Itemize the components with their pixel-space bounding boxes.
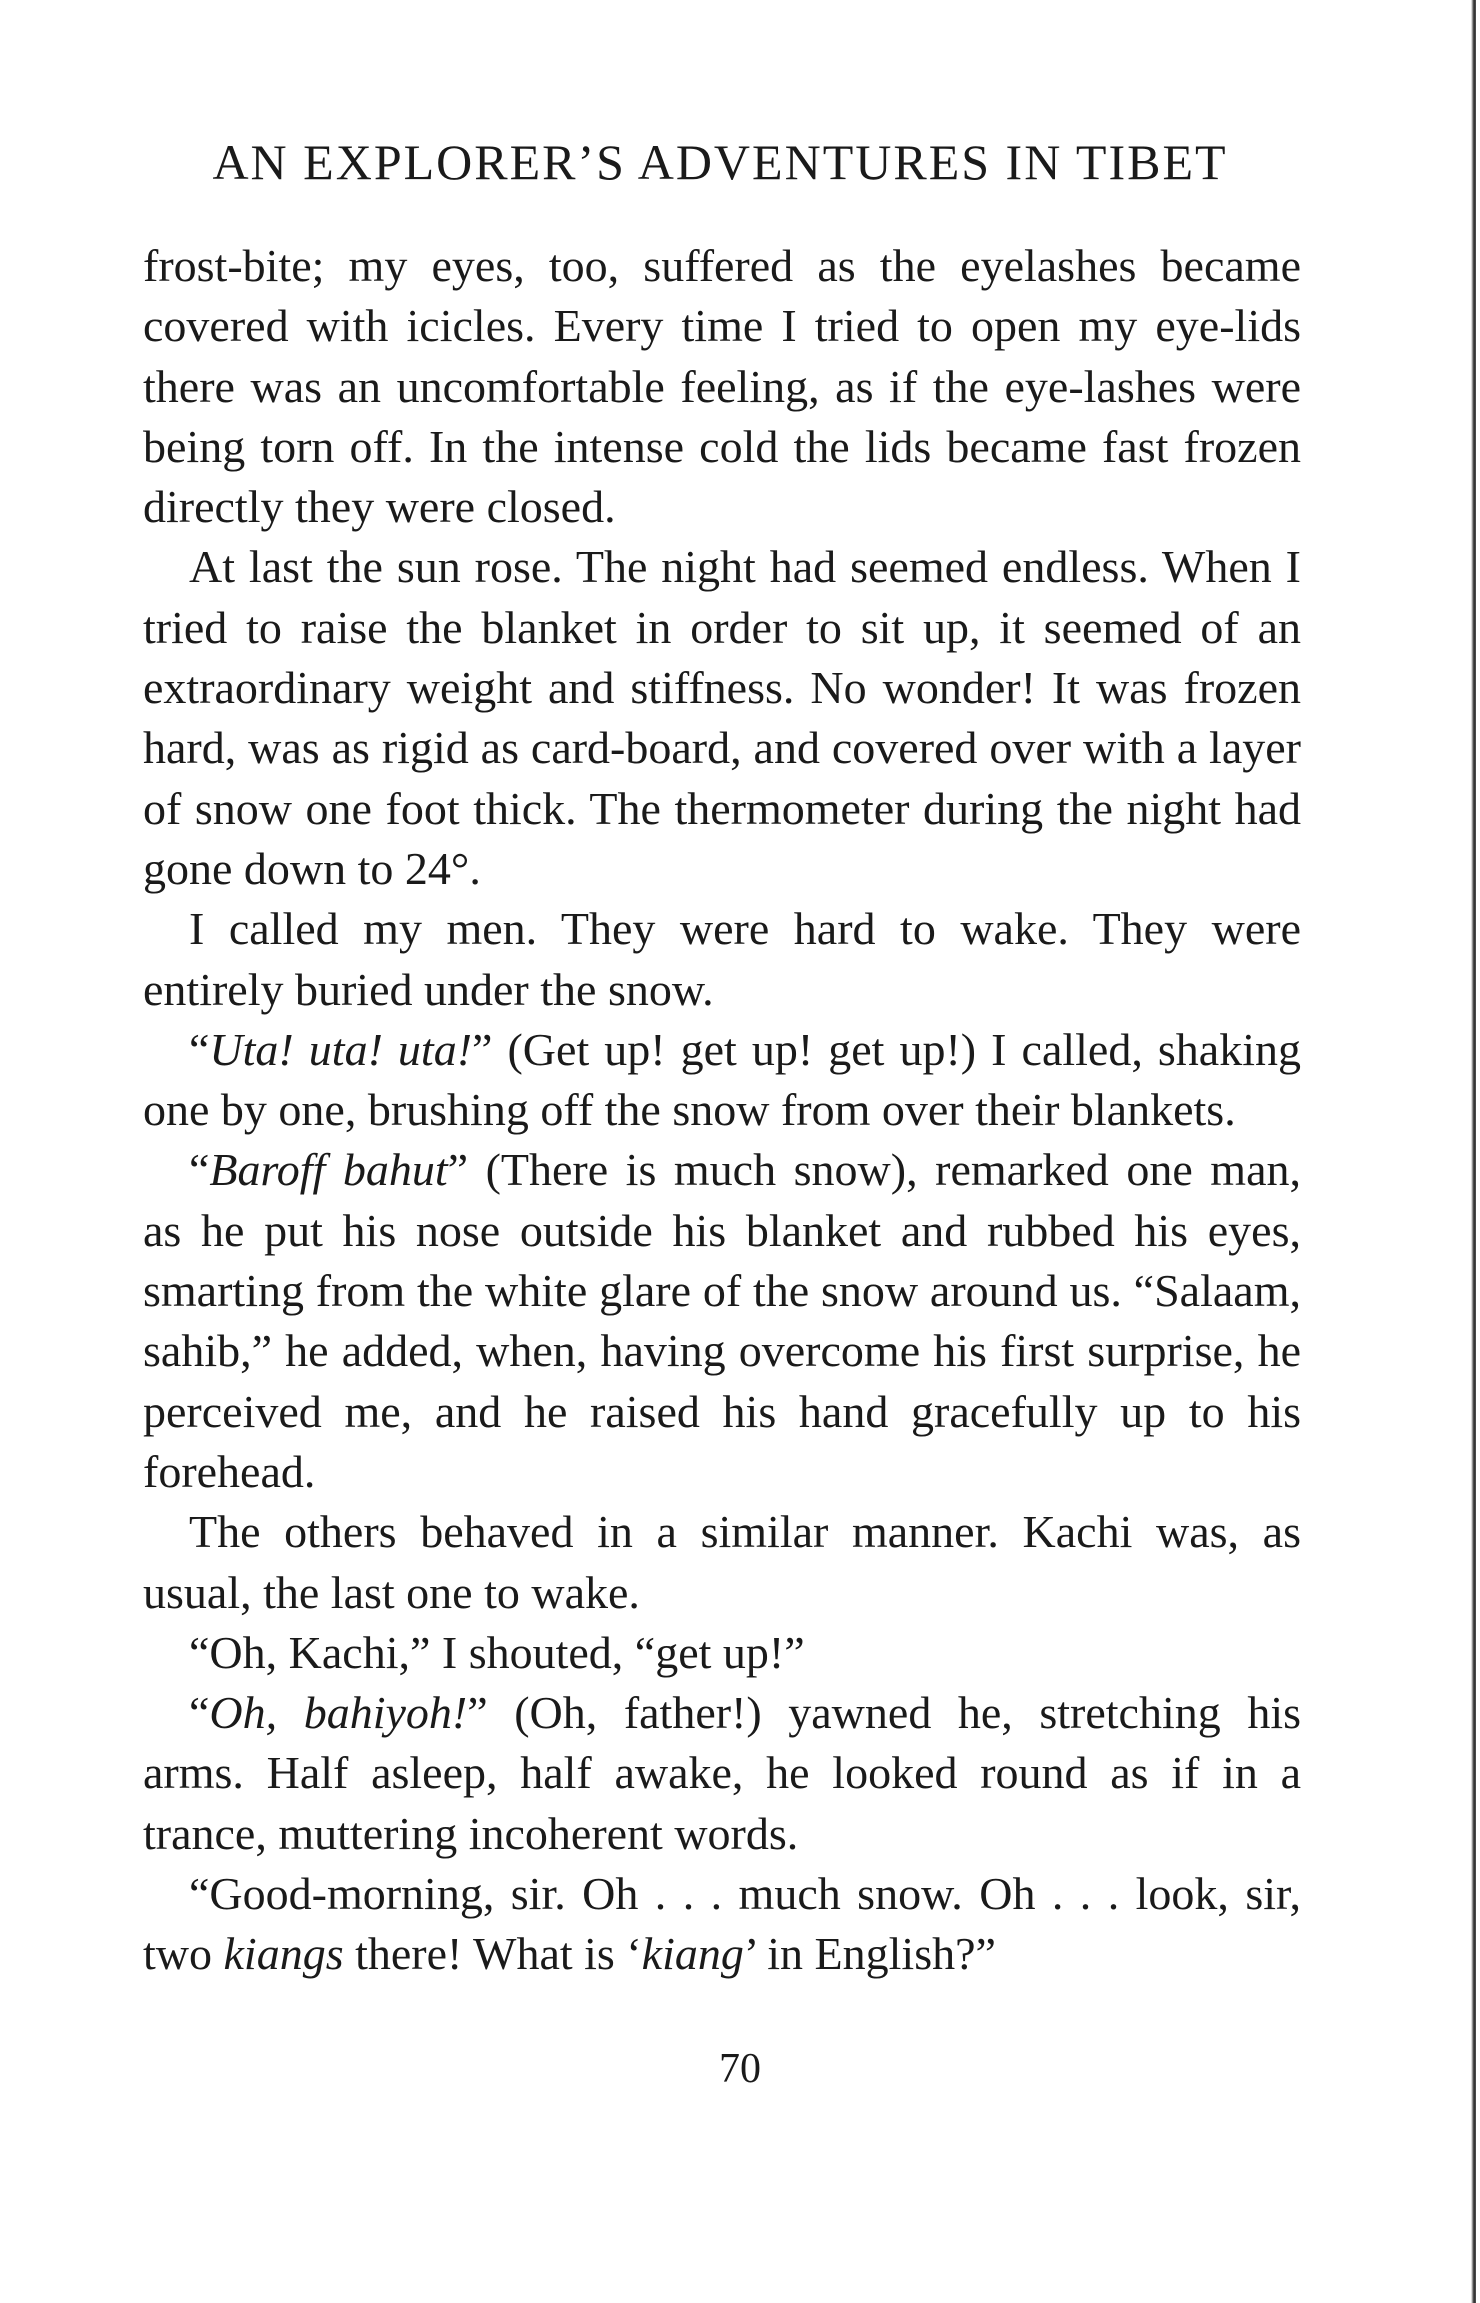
paragraph xyxy=(143,537,1301,899)
text-run: ” (There is much snow), remarked one man, as he put his nose outside his blanket and rubbed his eyes, smarting from the white glare of the snow around us. “Salaam, sahib,” he added, when, having overcome his first surprise, he perceived me, and he raised his hand gracefully up to his forehead. xyxy=(143,1144,1301,1497)
italic-phrase: Baroff bahut xyxy=(209,1144,448,1196)
paragraph xyxy=(143,1623,1301,1683)
italic-phrase: kiangs xyxy=(223,1928,344,1980)
running-head: AN EXPLORER’S ADVENTURES IN TIBET xyxy=(212,134,1228,190)
text-run: At last the sun rose. The night had seemed endless. When I tried to raise the blanket in order to sit up, it seemed of an extraordinary weight and stiffness. No wonder! It was frozen hard, was as rigid as card-board, and covered over with a layer of snow one foot thick. The thermometer during the night had gone down to 24°. xyxy=(143,541,1301,894)
text-run: “ xyxy=(189,1023,210,1075)
text-run: “Oh, Kachi,” I shouted, “get up!” xyxy=(189,1626,805,1678)
italic-phrase: kiang xyxy=(641,1928,744,1980)
paragraph xyxy=(143,899,1301,1020)
text-run: I called my men. They were hard to wake. They were entirely buried under the snow. xyxy=(143,903,1301,1015)
text-run: “ xyxy=(189,1144,210,1196)
paragraph xyxy=(143,1864,1301,1985)
text-run: ” (Get up! get up! get up!) I called, shaking one by one, brushing off the snow from over their blankets. xyxy=(143,1023,1301,1136)
body-text xyxy=(143,236,1301,1985)
text-run: ’ in English?” xyxy=(743,1928,996,1980)
paragraph xyxy=(143,1020,1301,1141)
text-run: ” (Oh, father!) yawned he, stretching his arms. Half asleep, half awake, he looked round as if in a trance, muttering incoherent words. xyxy=(143,1687,1301,1859)
text-run: “ xyxy=(189,1687,210,1739)
italic-phrase: Oh, bahiyoh! xyxy=(209,1687,468,1739)
paragraph xyxy=(143,1140,1301,1502)
page-edge xyxy=(1471,0,1476,2303)
text-run: The others behaved in a similar manner. Kachi was, as usual, the last one to wake. xyxy=(143,1506,1301,1618)
paragraph xyxy=(143,236,1301,537)
text-run: frost-bite; my eyes, too, suffered as the eyelashes became covered with icicles. Every time I tried to open my eye-lids there was an uncomfortable feeling, as if the eye-lashes were being torn off. In the intense cold the lids became fast frozen directly they were closed. xyxy=(143,240,1301,533)
paragraph xyxy=(143,1683,1301,1864)
italic-phrase: Uta! uta! uta! xyxy=(209,1023,473,1075)
paragraph xyxy=(143,1502,1301,1623)
text-run: “Good-morning, sir. Oh . . . much snow. Oh . . . look, sir, two xyxy=(143,1868,1301,1980)
text-run: there! What is ‘ xyxy=(343,1928,642,1980)
page-number: 70 xyxy=(719,2046,761,2092)
